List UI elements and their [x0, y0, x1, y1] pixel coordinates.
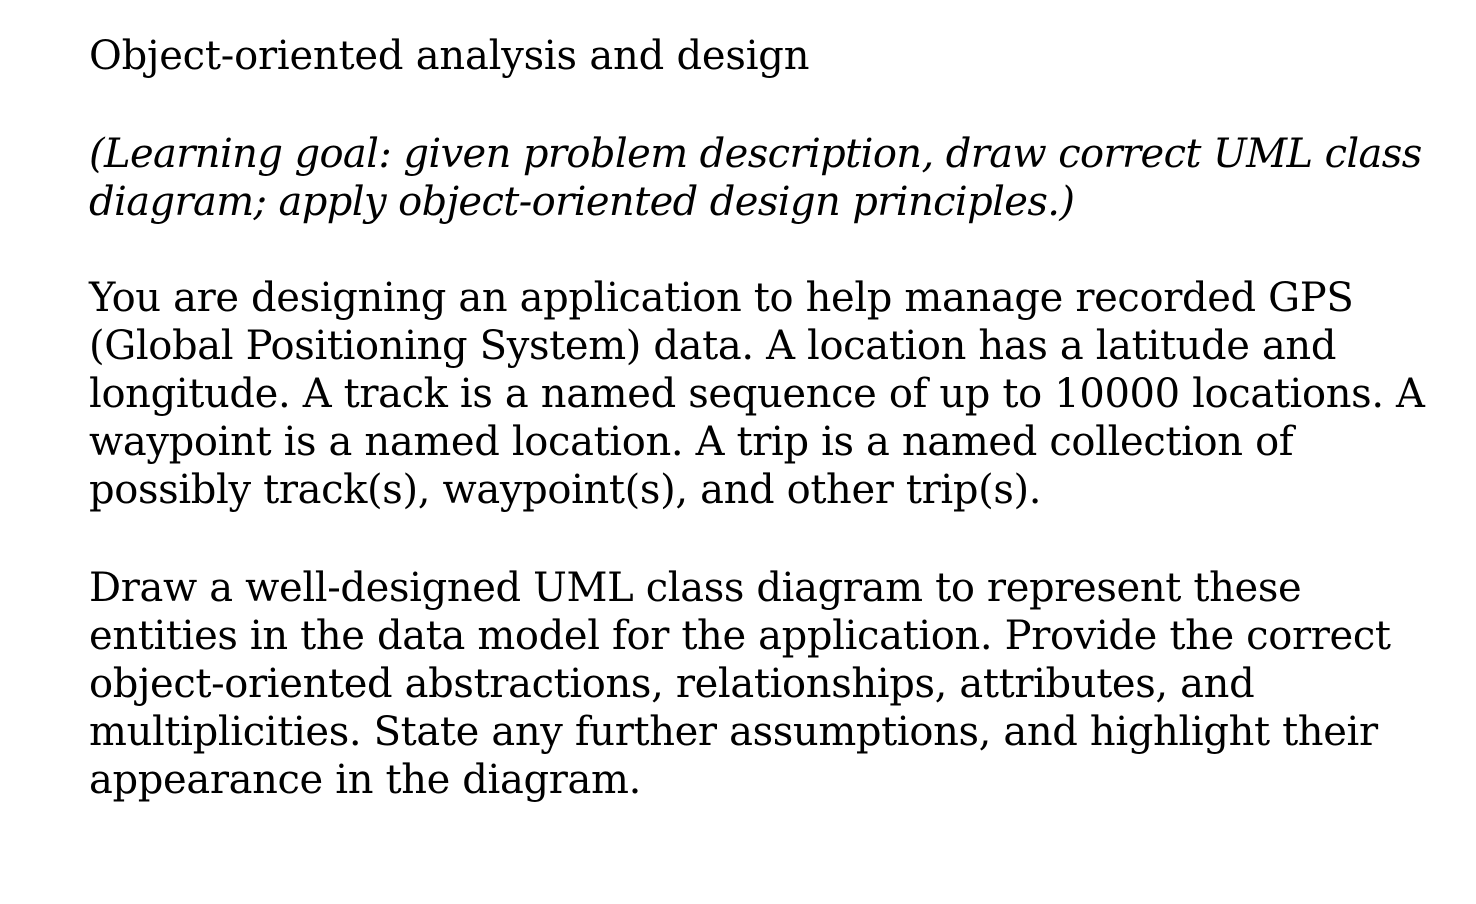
problem-description-line: (Global Positioning System) data. A location has a latitude and — [89, 323, 1337, 369]
problem-description-line: possibly track(s), waypoint(s), and other trip(s). — [89, 467, 1042, 513]
task-line: entities in the data model for the application. Provide the correct — [89, 613, 1391, 659]
task-line: Draw a well-designed UML class diagram to represent these — [89, 565, 1302, 611]
problem-description-line: You are designing an application to help manage recorded GPS — [89, 275, 1354, 321]
task-line: multiplicities. State any further assumptions, and highlight their — [89, 709, 1378, 755]
document-title: Object-oriented analysis and design — [89, 33, 810, 79]
learning-goal-line: (Learning goal: given problem description, draw correct UML class — [89, 131, 1422, 177]
task-line: appearance in the diagram. — [89, 757, 641, 803]
problem-description-line: waypoint is a named location. A trip is a named collection of — [89, 419, 1294, 465]
task-line: object-oriented abstractions, relationships, attributes, and — [89, 661, 1255, 707]
learning-goal-line: diagram; apply object-oriented design principles.) — [89, 179, 1075, 225]
problem-description-line: longitude. A track is a named sequence of up to 10000 locations. A — [89, 371, 1425, 417]
